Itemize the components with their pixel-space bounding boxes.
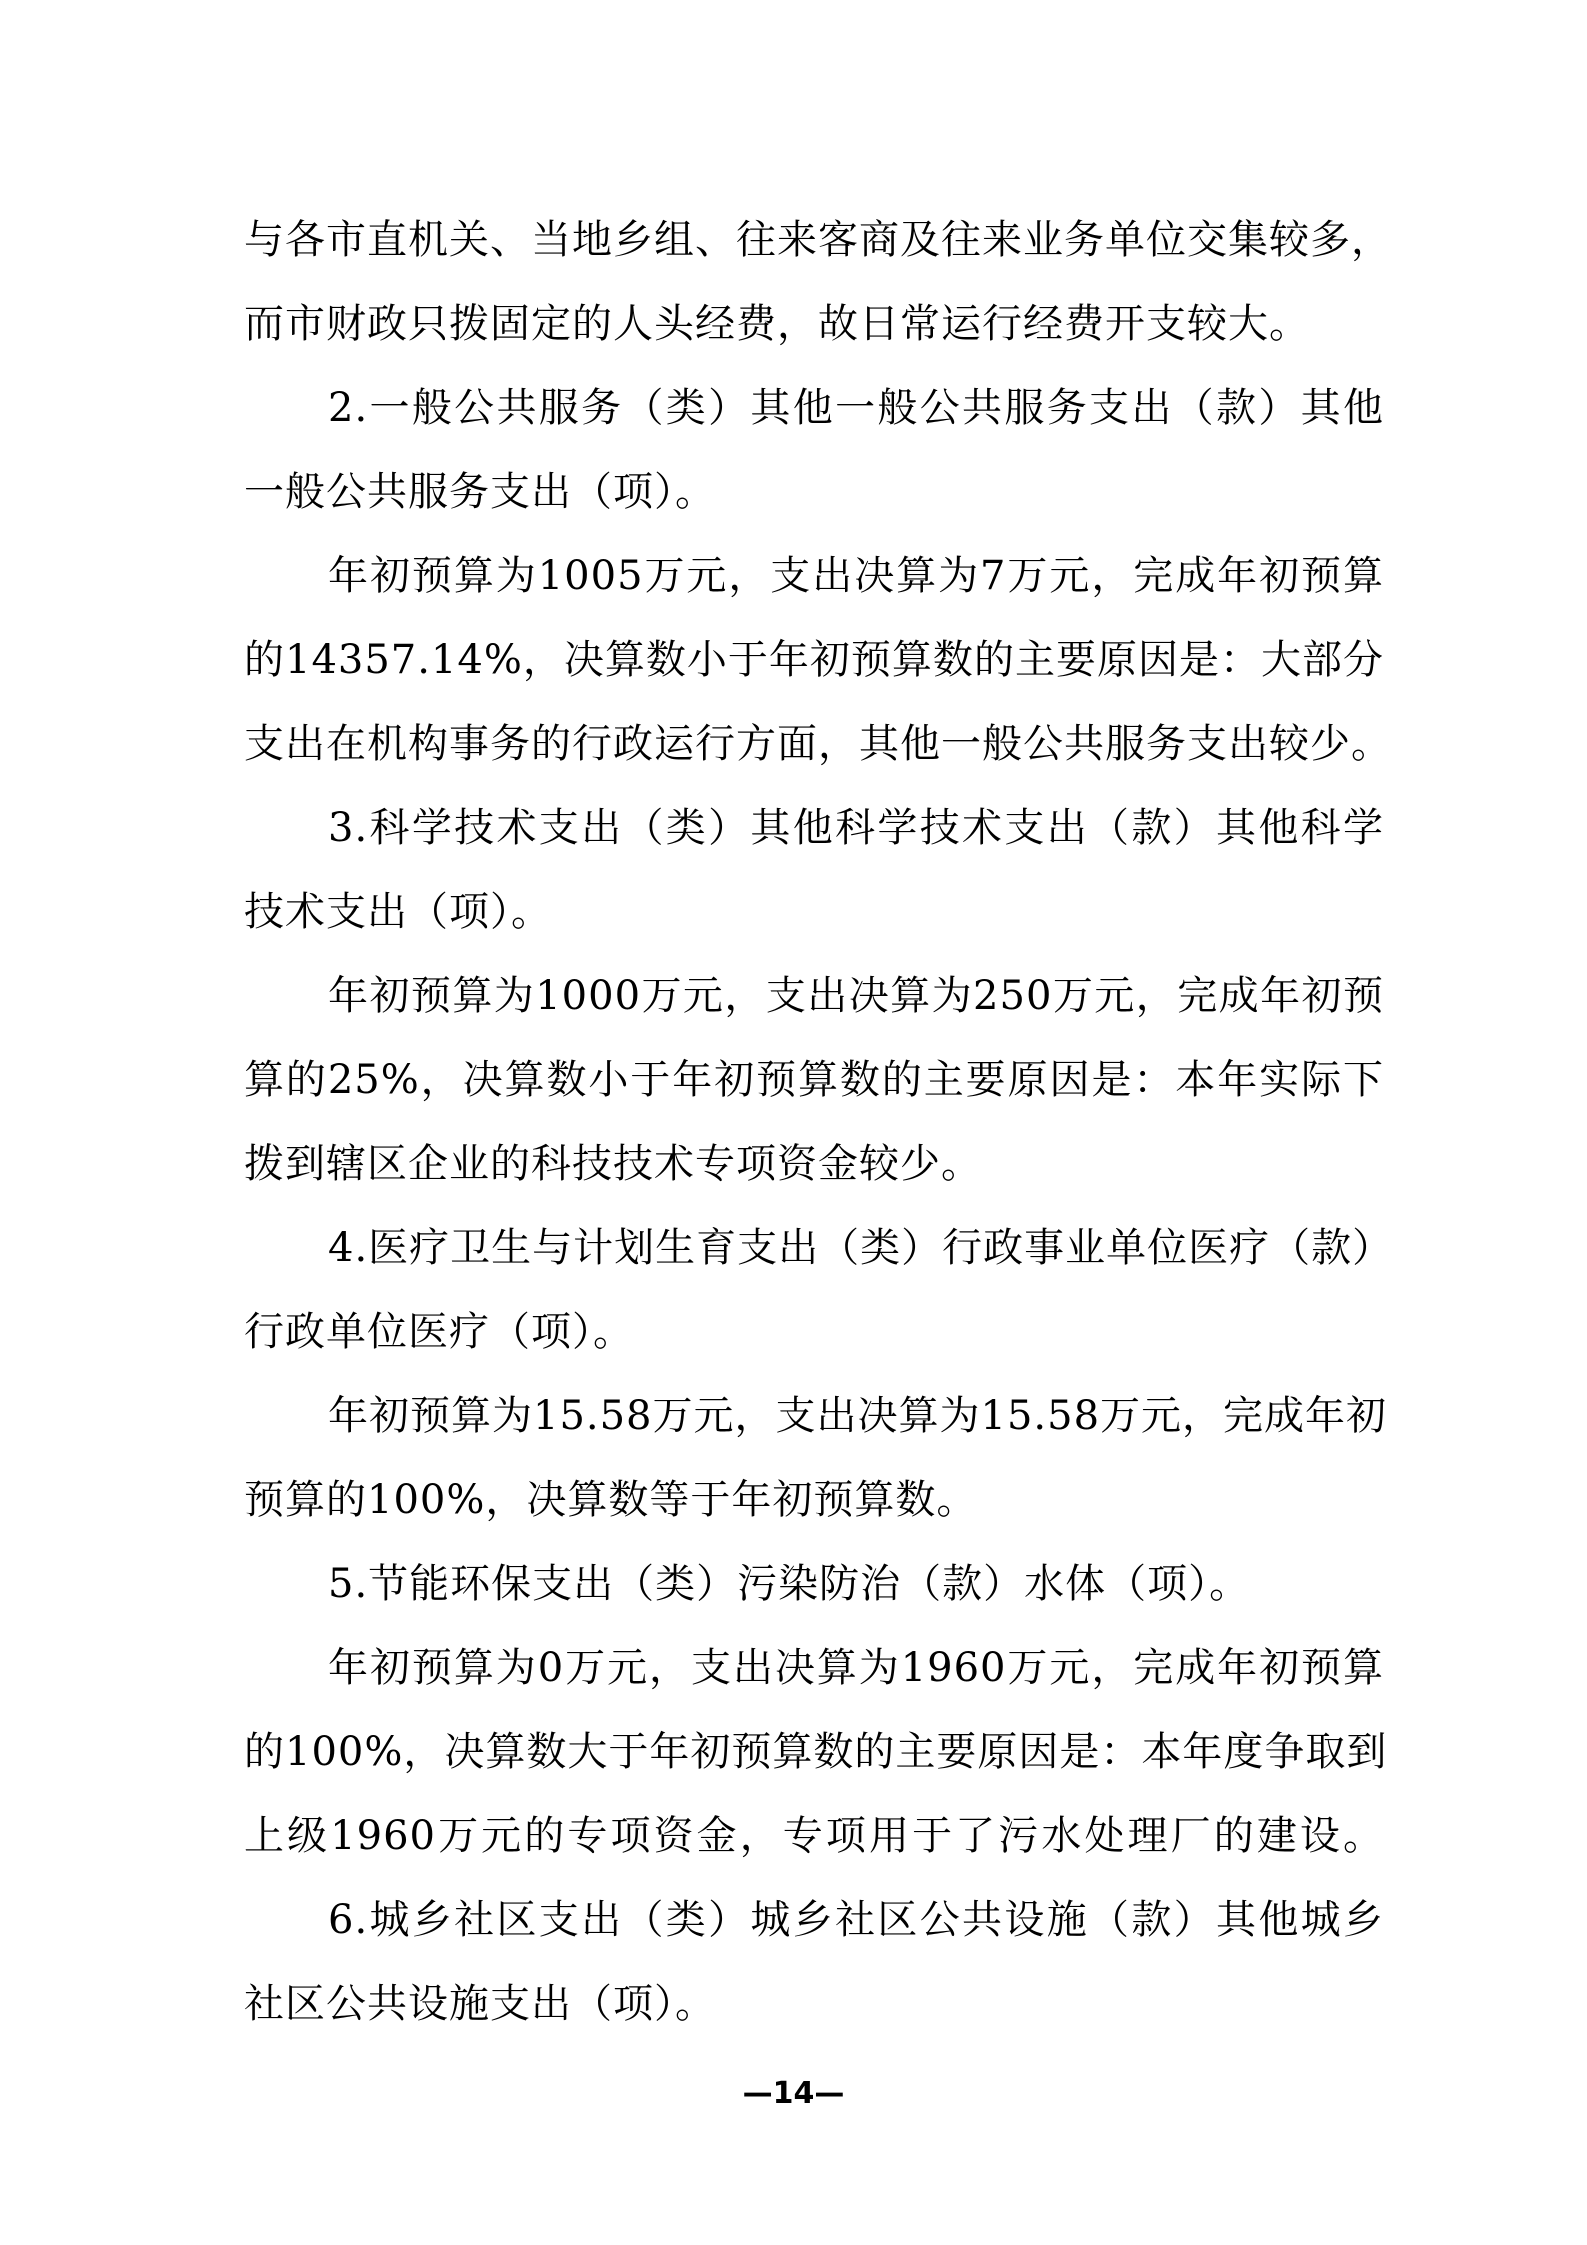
body-text-line: 算的25%，决算数小于年初预算数的主要原因是：本年实际下 — [244, 1057, 1384, 1103]
section-heading-line: 6.城乡社区支出（类）城乡社区公共设施（款）其他城乡 — [328, 1897, 1384, 1943]
body-text-line: 年初预算为15.58万元，支出决算为15.58万元，完成年初 — [328, 1393, 1388, 1439]
body-text-line: 预算的100%，决算数等于年初预算数。 — [244, 1477, 978, 1523]
body-text-line: 与各市直机关、当地乡组、往来客商及往来业务单位交集较多， — [244, 217, 1392, 263]
body-text-line: 年初预算为0万元，支出决算为1960万元，完成年初预算 — [328, 1645, 1384, 1691]
body-text-line: 上级1960万元的专项资金，专项用于了污水处理厂的建设。 — [244, 1813, 1384, 1859]
section-heading-line: 5.节能环保支出（类）污染防治（款）水体（项）。 — [328, 1561, 1251, 1607]
body-text-line: 年初预算为1005万元，支出决算为7万元，完成年初预算 — [328, 553, 1384, 599]
section-heading-line: 一般公共服务支出（项）。 — [244, 469, 716, 515]
section-heading-line: 3.科学技术支出（类）其他科学技术支出（款）其他科学 — [328, 805, 1384, 851]
body-text-line: 拨到辖区企业的科技技术专项资金较少。 — [244, 1141, 982, 1187]
section-heading-line: 行政单位医疗（项）。 — [244, 1309, 634, 1355]
section-heading-line: 社区公共设施支出（项）。 — [244, 1981, 716, 2027]
body-text-line: 支出在机构事务的行政运行方面，其他一般公共服务支出较少。 — [244, 721, 1392, 767]
body-text-line: 而市财政只拨固定的人头经费，故日常运行经费开支较大。 — [244, 301, 1310, 347]
body-text-line: 的14357.14%，决算数小于年初预算数的主要原因是：大部分 — [244, 637, 1384, 683]
section-heading-line: 2.一般公共服务（类）其他一般公共服务支出（款）其他 — [328, 385, 1384, 431]
section-heading-line: 技术支出（项）。 — [244, 889, 552, 935]
page-number: —14— — [742, 2076, 845, 2111]
body-text-line: 的100%，决算数大于年初预算数的主要原因是：本年度争取到 — [244, 1729, 1388, 1775]
section-heading-line: 4.医疗卫生与计划生育支出（类）行政事业单位医疗（款） — [328, 1225, 1394, 1271]
body-text-line: 年初预算为1000万元，支出决算为250万元，完成年初预 — [328, 973, 1384, 1019]
